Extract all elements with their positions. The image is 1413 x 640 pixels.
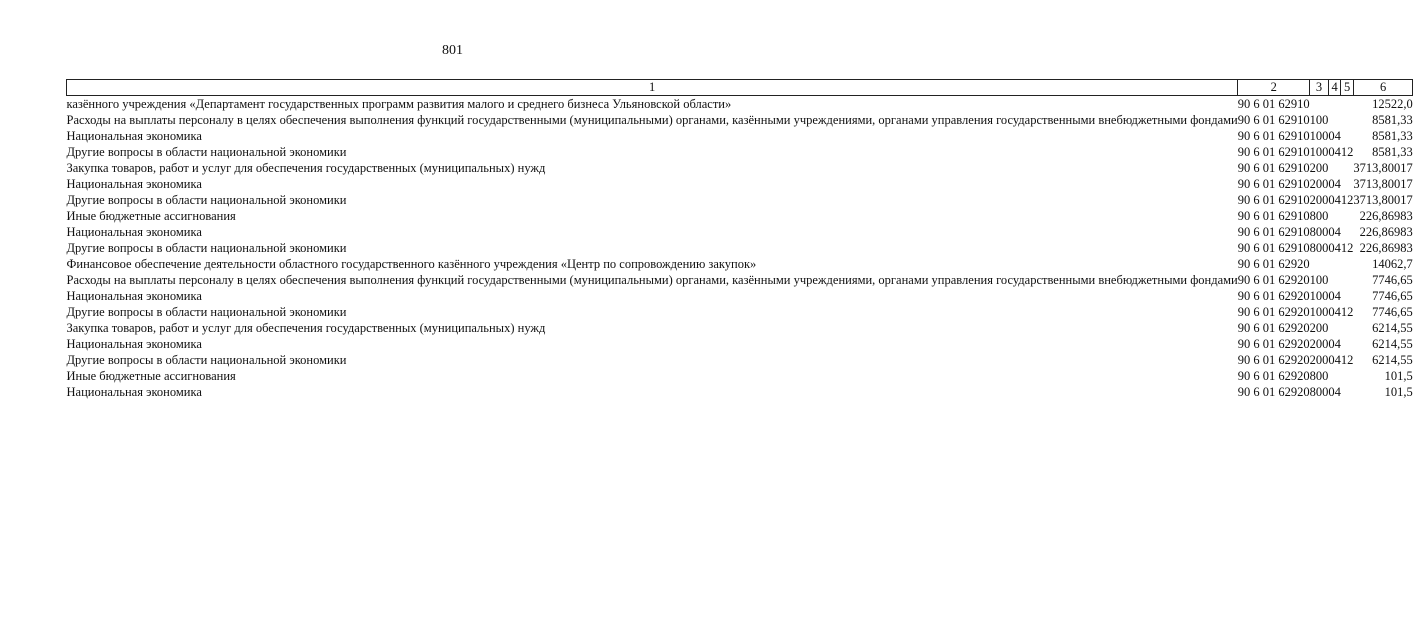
row-vr-cell: 100 xyxy=(1309,305,1329,319)
row-name-cell: Закупка товаров, работ и услуг для обеспечения государственных (муниципальных) нужд xyxy=(66,161,546,175)
row-rz-cell xyxy=(1328,96,1341,113)
row-pr-cell xyxy=(1341,256,1354,272)
row-pr-cell xyxy=(1341,272,1354,288)
budget-table xyxy=(66,79,1413,400)
page-number: 801 xyxy=(442,43,463,58)
row-name-cell: Национальная экономика xyxy=(66,337,202,351)
row-rz-cell: 04 xyxy=(1328,305,1341,319)
table-body xyxy=(67,96,1413,401)
row-vr-cell: 100 xyxy=(1309,289,1329,303)
row-amount-cell: 226,86983 xyxy=(1359,225,1413,239)
row-pr-cell xyxy=(1341,368,1354,384)
row-name-cell: Расходы на выплаты персоналу в целях обеспечения выполнения функций государственными (муниципальными) органами, казёнными учреждениями, органами управления государственными внебюджетными фондами xyxy=(66,113,1238,127)
column-header-5: 5 xyxy=(1341,80,1354,96)
row-code-cell: 90 6 01 62910 xyxy=(1237,225,1310,239)
row-rz-cell: 04 xyxy=(1328,129,1341,143)
row-name-cell: Иные бюджетные ассигнования xyxy=(66,209,236,223)
row-name-cell: Национальная экономика xyxy=(66,129,202,143)
row-code-cell: 90 6 01 62910 xyxy=(1237,97,1310,111)
row-rz-cell xyxy=(1328,320,1341,336)
row-amount-cell: 3713,80017 xyxy=(1353,193,1413,207)
table-row xyxy=(67,176,1413,192)
row-code-cell: 90 6 01 62920 xyxy=(1237,353,1310,367)
row-code-cell: 90 6 01 62910 xyxy=(1237,113,1310,127)
table-row xyxy=(67,192,1413,208)
row-name-cell: Иные бюджетные ассигнования xyxy=(66,369,236,383)
table-row xyxy=(67,288,1413,304)
row-pr-cell xyxy=(1341,224,1354,240)
row-amount-cell: 3713,80017 xyxy=(1353,177,1413,191)
row-vr-cell: 800 xyxy=(1309,241,1329,255)
row-amount-cell: 101,5 xyxy=(1384,385,1413,399)
row-amount-cell: 226,86983 xyxy=(1359,241,1413,255)
row-vr-cell: 100 xyxy=(1309,145,1329,159)
table-row xyxy=(67,144,1413,160)
row-vr-cell: 800 xyxy=(1309,385,1329,399)
table-row xyxy=(67,352,1413,368)
table-row xyxy=(67,368,1413,384)
row-name-cell: Другие вопросы в области национальной экономики xyxy=(66,193,347,207)
row-vr-cell: 800 xyxy=(1309,225,1329,239)
row-rz-cell xyxy=(1328,160,1341,176)
row-amount-cell: 7746,65 xyxy=(1372,273,1413,287)
row-pr-cell xyxy=(1341,96,1354,113)
row-code-cell: 90 6 01 62920 xyxy=(1237,257,1310,271)
row-rz-cell: 04 xyxy=(1328,289,1341,303)
row-name-cell: Национальная экономика xyxy=(66,177,202,191)
row-pr-cell: 12 xyxy=(1340,241,1354,255)
row-pr-cell xyxy=(1341,112,1354,128)
row-vr-cell: 800 xyxy=(1309,209,1329,223)
row-name-cell: Закупка товаров, работ и услуг для обеспечения государственных (муниципальных) нужд xyxy=(66,321,546,335)
row-name-cell: Другие вопросы в области национальной экономики xyxy=(66,305,347,319)
row-rz-cell: 04 xyxy=(1328,225,1341,239)
row-rz-cell: 04 xyxy=(1328,145,1341,159)
row-code-cell: 90 6 01 62910 xyxy=(1237,145,1310,159)
column-header-2: 2 xyxy=(1238,80,1310,96)
table-row xyxy=(67,208,1413,224)
row-pr-cell: 12 xyxy=(1340,305,1354,319)
row-name-cell: Национальная экономика xyxy=(66,225,202,239)
row-amount-cell: 6214,55 xyxy=(1372,321,1413,335)
table-row xyxy=(67,240,1413,256)
row-code-cell: 90 6 01 62910 xyxy=(1237,129,1310,143)
row-code-cell: 90 6 01 62910 xyxy=(1237,177,1310,191)
row-pr-cell: 12 xyxy=(1340,353,1354,367)
table-row xyxy=(67,96,1413,113)
row-rz-cell: 04 xyxy=(1328,337,1341,351)
table-row xyxy=(67,272,1413,288)
table-row xyxy=(67,224,1413,240)
row-pr-cell xyxy=(1341,336,1354,352)
row-code-cell: 90 6 01 62920 xyxy=(1237,369,1310,383)
row-pr-cell xyxy=(1341,176,1354,192)
row-name-cell: Другие вопросы в области национальной экономики xyxy=(66,353,347,367)
table-row xyxy=(67,320,1413,336)
row-amount-cell: 226,86983 xyxy=(1359,209,1413,223)
row-amount-cell: 3713,80017 xyxy=(1353,161,1413,175)
row-vr-cell: 100 xyxy=(1309,129,1329,143)
row-vr-cell: 800 xyxy=(1309,369,1329,383)
row-vr-cell: 200 xyxy=(1309,177,1329,191)
table-row xyxy=(67,336,1413,352)
row-amount-cell: 101,5 xyxy=(1384,369,1413,383)
row-pr-cell xyxy=(1341,288,1354,304)
header-row xyxy=(67,80,1413,96)
row-vr-cell: 200 xyxy=(1309,353,1329,367)
row-pr-cell: 12 xyxy=(1340,193,1354,207)
table-row xyxy=(67,384,1413,400)
row-rz-cell xyxy=(1328,272,1341,288)
table-row xyxy=(67,256,1413,272)
row-amount-cell: 7746,65 xyxy=(1372,289,1413,303)
row-code-cell: 90 6 01 62910 xyxy=(1237,193,1310,207)
row-amount-cell: 6214,55 xyxy=(1372,353,1413,367)
row-pr-cell xyxy=(1341,320,1354,336)
row-rz-cell: 04 xyxy=(1328,353,1341,367)
row-name-cell: Финансовое обеспечение деятельности областного государственного казённого учреждения «Центр по сопровождению закупок» xyxy=(66,257,757,271)
table-header xyxy=(67,80,1413,96)
row-pr-cell xyxy=(1341,208,1354,224)
row-code-cell: 90 6 01 62920 xyxy=(1237,273,1310,287)
row-code-cell: 90 6 01 62920 xyxy=(1237,385,1310,399)
row-rz-cell: 04 xyxy=(1328,177,1341,191)
row-code-cell: 90 6 01 62910 xyxy=(1237,161,1310,175)
row-name-cell: Национальная экономика xyxy=(66,289,202,303)
row-rz-cell xyxy=(1328,256,1341,272)
row-vr-cell: 200 xyxy=(1309,337,1329,351)
row-amount-cell: 8581,33 xyxy=(1372,129,1413,143)
row-amount-cell: 7746,65 xyxy=(1372,305,1413,319)
row-vr-cell: 200 xyxy=(1309,161,1329,175)
table-row xyxy=(67,128,1413,144)
row-vr-cell: 200 xyxy=(1309,321,1329,335)
row-code-cell: 90 6 01 62910 xyxy=(1237,209,1310,223)
row-amount-cell: 8581,33 xyxy=(1372,145,1413,159)
row-amount-cell: 6214,55 xyxy=(1372,337,1413,351)
row-code-cell: 90 6 01 62920 xyxy=(1237,337,1310,351)
row-amount-cell: 12522,0 xyxy=(1372,97,1413,111)
row-vr-cell: 100 xyxy=(1309,273,1329,287)
row-rz-cell xyxy=(1328,112,1341,128)
row-rz-cell: 04 xyxy=(1328,241,1341,255)
row-name-cell: казённого учреждения «Департамент государственных программ развития малого и среднего бизнеса Ульяновской области» xyxy=(66,97,732,111)
row-pr-cell xyxy=(1341,160,1354,176)
table-row xyxy=(67,304,1413,320)
row-vr-cell xyxy=(1310,96,1329,113)
row-name-cell: Другие вопросы в области национальной экономики xyxy=(66,145,347,159)
row-code-cell: 90 6 01 62910 xyxy=(1237,241,1310,255)
row-amount-cell: 14062,7 xyxy=(1372,257,1413,271)
row-vr-cell: 100 xyxy=(1309,113,1329,127)
row-name-cell: Национальная экономика xyxy=(66,385,202,399)
row-pr-cell xyxy=(1341,384,1354,400)
column-header-4: 4 xyxy=(1328,80,1341,96)
column-header-6: 6 xyxy=(1353,80,1412,96)
row-rz-cell xyxy=(1328,368,1341,384)
row-name-cell: Другие вопросы в области национальной экономики xyxy=(66,241,347,255)
row-vr-cell: 200 xyxy=(1309,193,1329,207)
row-rz-cell: 04 xyxy=(1328,193,1341,207)
row-code-cell: 90 6 01 62920 xyxy=(1237,305,1310,319)
table-row xyxy=(67,112,1413,128)
column-header-3: 3 xyxy=(1310,80,1329,96)
row-name-cell: Расходы на выплаты персоналу в целях обеспечения выполнения функций государственными (муниципальными) органами, казёнными учреждениями, органами управления государственными внебюджетными фондами xyxy=(66,273,1238,287)
table-row xyxy=(67,160,1413,176)
column-header-1: 1 xyxy=(67,80,1238,96)
row-rz-cell: 04 xyxy=(1328,385,1341,399)
row-vr-cell xyxy=(1310,256,1329,272)
row-pr-cell xyxy=(1341,128,1354,144)
row-code-cell: 90 6 01 62920 xyxy=(1237,321,1310,335)
row-pr-cell: 12 xyxy=(1340,145,1354,159)
row-amount-cell: 8581,33 xyxy=(1372,113,1413,127)
row-code-cell: 90 6 01 62920 xyxy=(1237,289,1310,303)
row-rz-cell xyxy=(1328,208,1341,224)
